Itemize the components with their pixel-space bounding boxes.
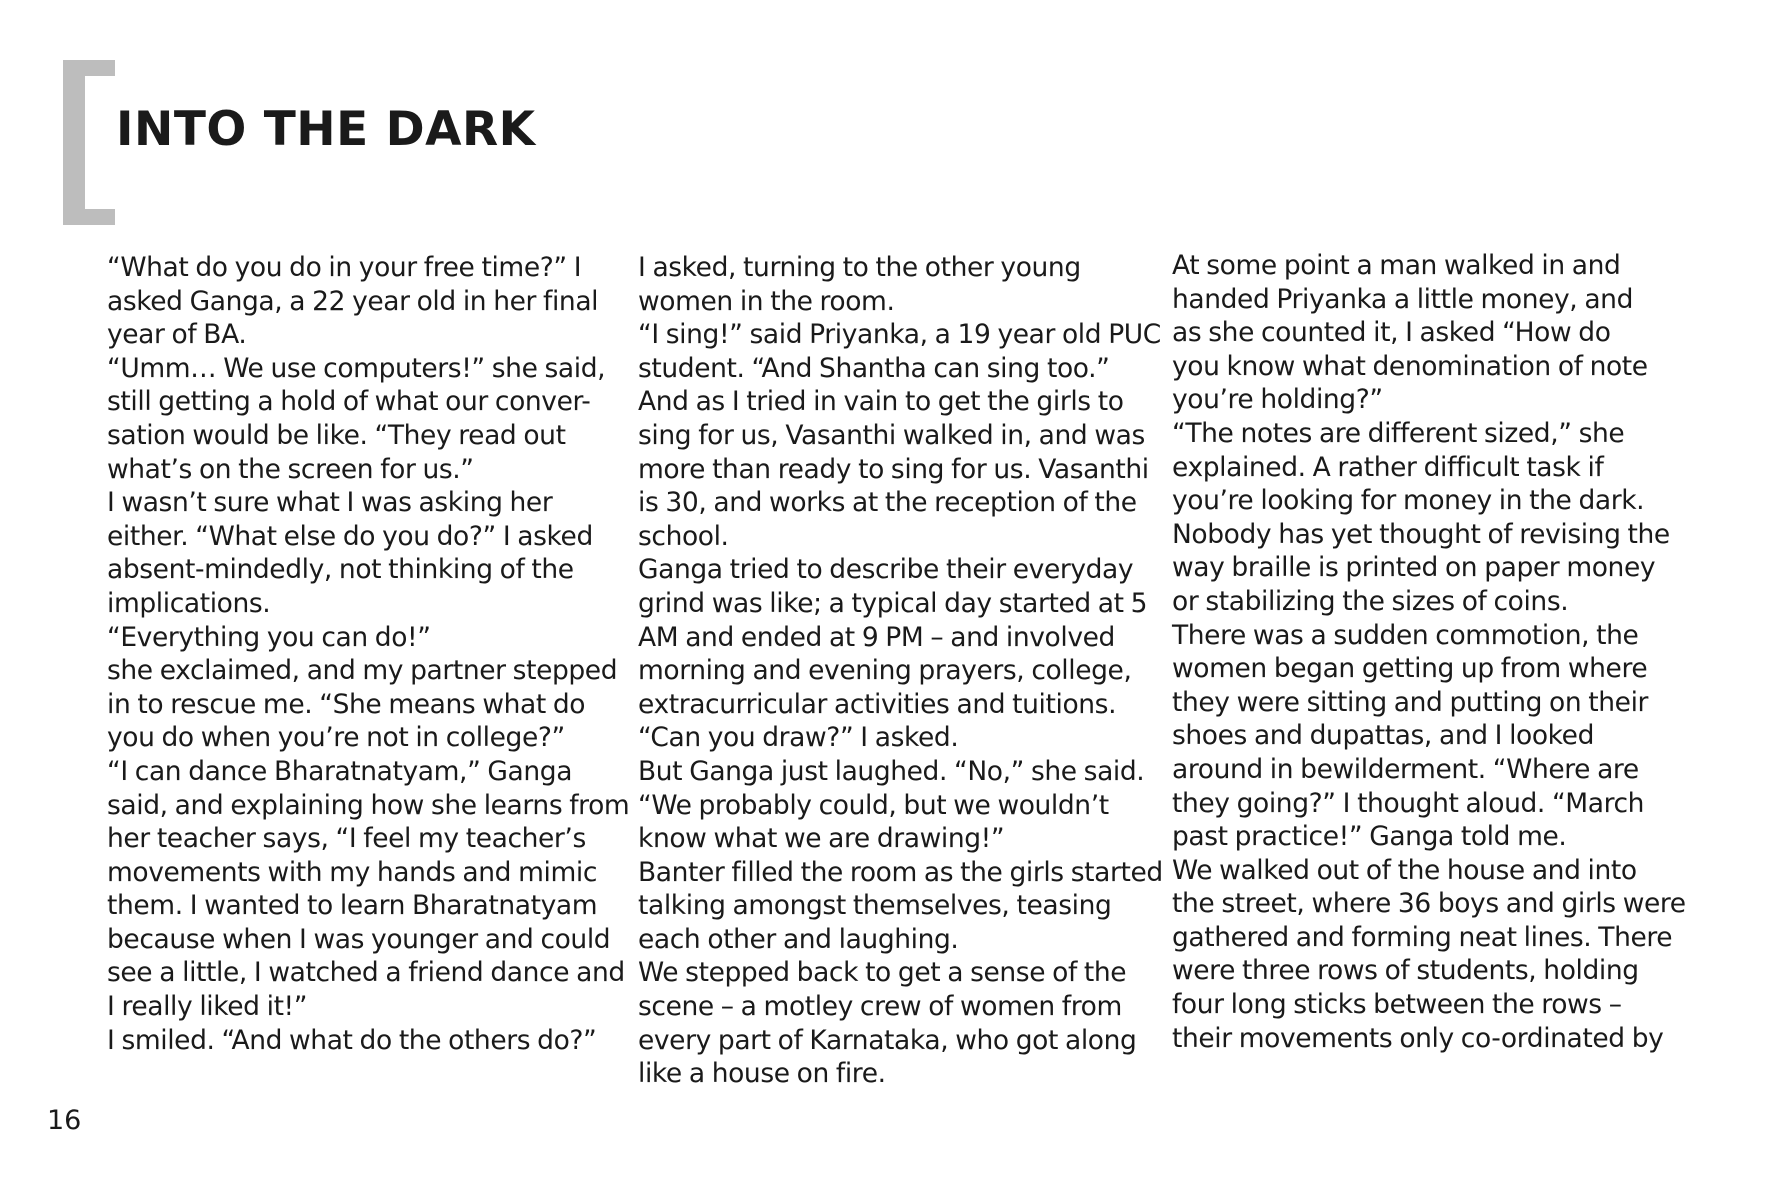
text-line: know what we are drawing!”: [638, 823, 1005, 855]
text-line: them. I wanted to learn Bharatnatyam: [107, 890, 598, 922]
text-line: We walked out of the house and into: [1172, 854, 1637, 886]
text-line: more than ready to sing for us. Vasanthi: [638, 453, 1149, 485]
text-line: they were sitting and putting on their: [1172, 686, 1649, 718]
text-line: scene – a motley crew of women from: [638, 991, 1122, 1023]
text-line: around in bewilderment. “Where are: [1172, 753, 1639, 785]
text-line: We stepped back to get a sense of the: [638, 957, 1127, 989]
text-line: Nobody has yet thought of revising the: [1172, 518, 1670, 550]
text-line: implications.: [107, 587, 271, 619]
text-line: four long sticks between the rows –: [1172, 989, 1622, 1021]
text-line: you know what denomination of note: [1172, 350, 1648, 382]
text-line: There was a sudden commotion, the: [1172, 619, 1639, 651]
text-line: Ganga tried to describe their everyday: [638, 554, 1134, 586]
text-line: grind was like; a typical day started at 5: [638, 587, 1148, 619]
text-column-2: [638, 251, 1163, 1091]
page-title: INTO THE DARK: [116, 102, 536, 157]
text-line: movements with my hands and mimic: [107, 856, 597, 888]
text-column-1: [107, 251, 630, 1057]
text-line: absent-mindedly, not thinking of the: [107, 554, 574, 586]
text-line: way braille is printed on paper money: [1172, 552, 1656, 584]
text-line: every part of Karnataka, who got along: [638, 1024, 1137, 1056]
text-line: AM and ended at 9 PM – and involved: [638, 621, 1115, 653]
text-line: they going?” I thought aloud. “March: [1172, 787, 1645, 819]
text-line: you’re holding?”: [1172, 384, 1383, 416]
text-line: past practice!” Ganga told me.: [1172, 821, 1567, 853]
text-line: “What do you do in your free time?” I: [107, 252, 582, 283]
text-line: women began getting up from where: [1172, 653, 1648, 685]
text-line: “I sing!” said Priyanka, a 19 year old PUC: [638, 319, 1161, 351]
text-line: school.: [638, 520, 729, 552]
text-line: said, and explaining how she learns from: [107, 789, 630, 821]
text-line: “I can dance Bharatnatyam,” Ganga: [107, 755, 573, 787]
text-line: you do when you’re not in college?”: [107, 722, 565, 754]
page-number: 16: [47, 1105, 82, 1136]
text-line: “Can you draw?” I asked.: [638, 722, 959, 754]
text-line: see a little, I watched a friend dance and: [107, 957, 625, 989]
text-line: year of BA.: [107, 319, 247, 351]
text-line: I asked, turning to the other young: [638, 252, 1081, 283]
text-column-3: [1172, 249, 1702, 1055]
text-line: still getting a hold of what our conver-: [107, 386, 591, 418]
text-line: you’re looking for money in the dark.: [1172, 485, 1645, 517]
text-line: women in the room.: [638, 285, 895, 317]
text-line: or stabilizing the sizes of coins.: [1172, 585, 1569, 617]
text-line: their movements only co-ordinated by: [1172, 1022, 1664, 1054]
text-line: either. “What else do you do?” I asked: [107, 520, 593, 552]
text-line: what’s on the screen for us.”: [107, 453, 474, 485]
text-line: asked Ganga, a 22 year old in her final: [107, 285, 599, 317]
text-line: were three rows of students, holding: [1172, 955, 1639, 987]
text-line: And as I tried in vain to get the girls to: [638, 386, 1124, 418]
title-bracket-decoration: [63, 60, 115, 225]
text-line: handed Priyanka a little money, and: [1172, 283, 1634, 315]
text-line: talking amongst themselves, teasing: [638, 890, 1112, 922]
text-line: explained. A rather difficult task if: [1172, 451, 1604, 483]
text-line: At some point a man walked in and: [1172, 250, 1621, 281]
text-line: student. “And Shantha can sing too.”: [638, 352, 1110, 384]
text-line: the street, where 36 boys and girls were: [1172, 888, 1686, 920]
text-line: because when I was younger and could: [107, 923, 611, 955]
text-line: like a house on fire.: [638, 1058, 886, 1090]
text-line: gathered and forming neat lines. There: [1172, 921, 1673, 953]
text-line: I smiled. “And what do the others do?”: [107, 1024, 597, 1056]
text-line: is 30, and works at the reception of the: [638, 487, 1137, 519]
text-line: “We probably could, but we wouldn’t: [638, 789, 1109, 821]
text-line: as she counted it, I asked “How do: [1172, 317, 1611, 349]
text-line: extracurricular activities and tuitions.: [638, 688, 1117, 720]
text-line: shoes and dupattas, and I looked: [1172, 720, 1595, 752]
text-line: “The notes are different sized,” she: [1172, 417, 1625, 449]
text-line: “Umm… We use computers!” she said,: [107, 352, 606, 384]
text-line: But Ganga just laughed. “No,” she said.: [638, 755, 1145, 787]
text-line: sing for us, Vasanthi walked in, and was: [638, 419, 1145, 451]
text-line: she exclaimed, and my partner stepped: [107, 655, 618, 687]
text-line: each other and laughing.: [638, 923, 959, 955]
text-line: in to rescue me. “She means what do: [107, 688, 586, 720]
text-line: sation would be like. “They read out: [107, 419, 566, 451]
text-line: Banter filled the room as the girls started: [638, 856, 1163, 888]
text-line: “Everything you can do!”: [107, 621, 431, 653]
text-line: I wasn’t sure what I was asking her: [107, 487, 553, 519]
text-line: I really liked it!”: [107, 991, 308, 1023]
text-line: her teacher says, “I feel my teacher’s: [107, 823, 586, 855]
text-line: morning and evening prayers, college,: [638, 655, 1132, 687]
